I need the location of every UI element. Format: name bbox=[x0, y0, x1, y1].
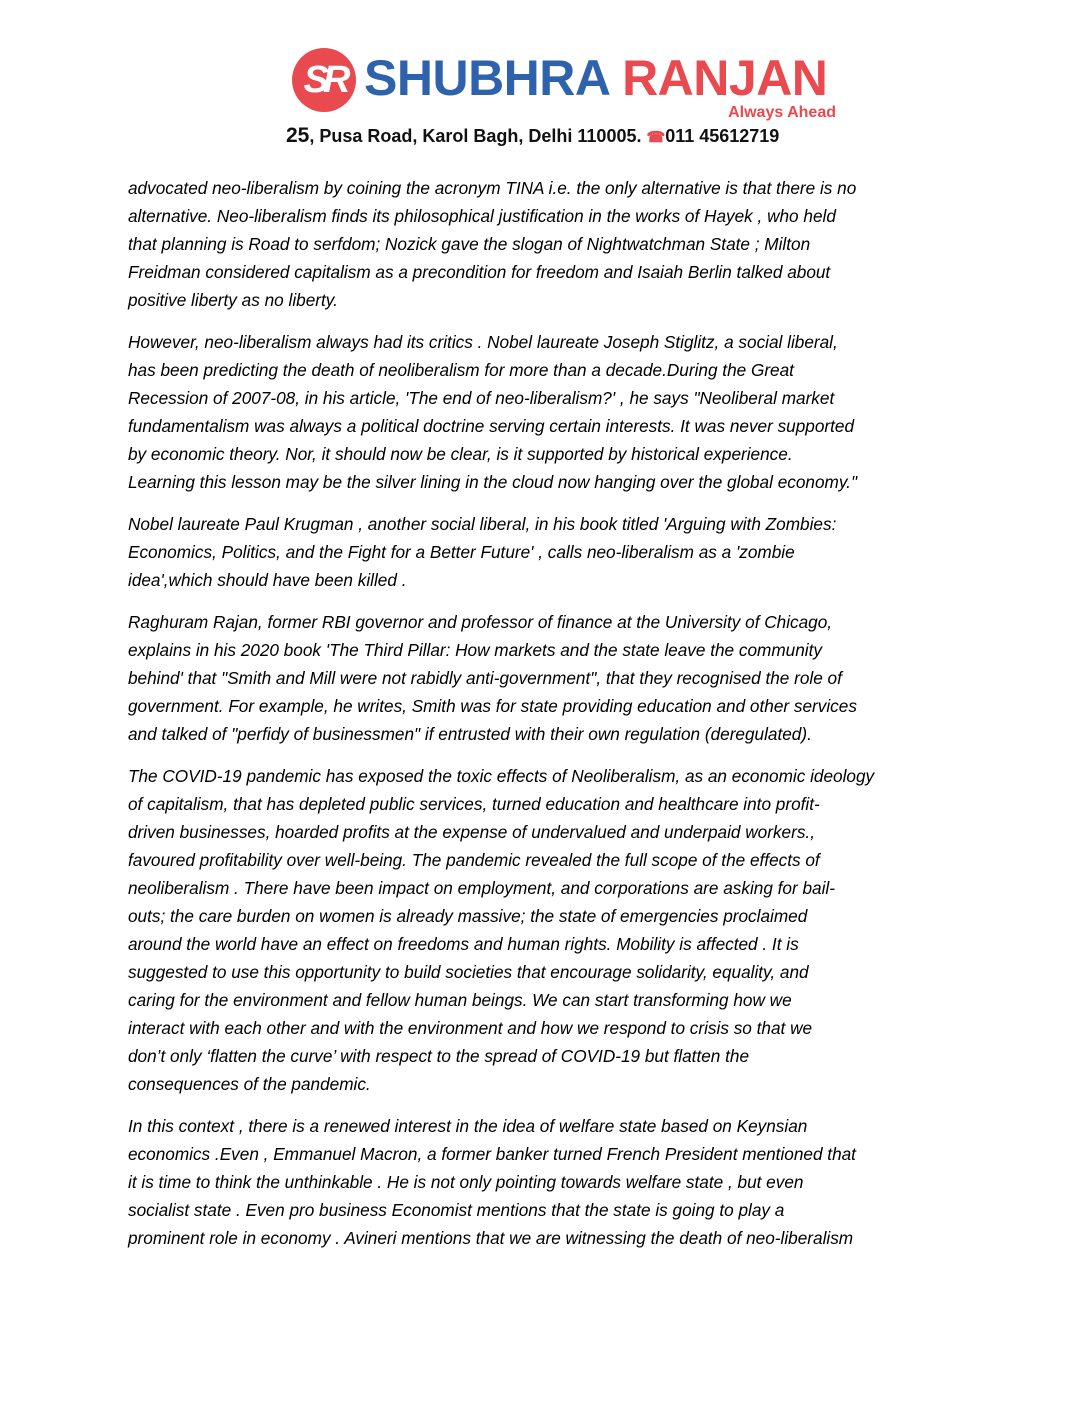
text-line: advocated neo-liberalism by coining the acronym TINA i.e. the only alternative is that there is no bbox=[128, 178, 857, 198]
text-line: has been predicting the death of neoliberalism for more than a decade.During the Great bbox=[128, 360, 794, 380]
text-line: alternative. Neo-liberalism finds its philosophical justification in the works of Hayek , who held bbox=[128, 206, 836, 226]
paragraph bbox=[128, 174, 968, 314]
phone-number: 011 45612719 bbox=[665, 126, 780, 146]
text-line: Learning this lesson may be the silver lining in the cloud now hanging over the global economy." bbox=[128, 472, 858, 492]
text-line: fundamentalism was always a political doctrine serving certain interests. It was never supported bbox=[128, 416, 855, 436]
text-line: and talked of "perfidy of businessmen" if entrusted with their own regulation (deregulated). bbox=[128, 724, 812, 744]
document-body bbox=[128, 174, 968, 1266]
text-line: economics .Even , Emmanuel Macron, a former banker turned French President mentioned that bbox=[128, 1144, 856, 1164]
text-line: Recession of 2007-08, in his article, 'The end of neo-liberalism?' , he says "Neoliberal market bbox=[128, 388, 835, 408]
text-line: consequences of the pandemic. bbox=[128, 1074, 371, 1094]
paragraph bbox=[128, 328, 968, 496]
text-line: of capitalism, that has depleted public services, turned education and healthcare into profit- bbox=[128, 794, 820, 814]
brand-name bbox=[364, 46, 827, 110]
text-line: The COVID-19 pandemic has exposed the toxic effects of Neoliberalism, as an economic ideology bbox=[128, 766, 875, 786]
text-line: idea',which should have been killed . bbox=[128, 570, 407, 590]
text-line: by economic theory. Nor, it should now be clear, is it supported by historical experience. bbox=[128, 444, 793, 464]
text-line: interact with each other and with the environment and how we respond to crisis so that we bbox=[128, 1018, 813, 1038]
paragraph bbox=[128, 510, 968, 594]
phone-icon: ☎ bbox=[646, 129, 666, 146]
text-line: However, neo-liberalism always had its critics . Nobel laureate Joseph Stiglitz, a social liberal, bbox=[128, 332, 838, 352]
text-line: positive liberty as no liberty. bbox=[128, 290, 338, 310]
sr-logo-icon: SR bbox=[292, 48, 356, 112]
text-line: outs; the care burden on women is already massive; the state of emergencies proclaimed bbox=[128, 906, 808, 926]
brand-second: RANJAN bbox=[622, 50, 828, 106]
text-line: Economics, Politics, and the Fight for a Better Future' , calls neo-liberalism as a 'zombie bbox=[128, 542, 795, 562]
text-line: behind' that "Smith and Mill were not rabidly anti-government", that they recognised the role of bbox=[128, 668, 842, 688]
text-line: socialist state . Even pro business Economist mentions that the state is going to play a bbox=[128, 1200, 785, 1220]
text-line: around the world have an effect on freedoms and human rights. Mobility is affected . It is bbox=[128, 934, 799, 954]
text-line: don’t only ‘flatten the curve’ with respect to the spread of COVID-19 but flatten the bbox=[128, 1046, 750, 1066]
paragraph bbox=[128, 608, 968, 748]
text-line: suggested to use this opportunity to build societies that encourage solidarity, equality, and bbox=[128, 962, 809, 982]
text-line: government. For example, he writes, Smith was for state providing education and other services bbox=[128, 696, 857, 716]
text-line: neoliberalism . There have been impact on employment, and corporations are asking for bail- bbox=[128, 878, 835, 898]
paragraph bbox=[128, 1112, 968, 1252]
address-number: 25 bbox=[286, 124, 310, 147]
text-line: prominent role in economy . Avineri mentions that we are witnessing the death of neo-liberalism bbox=[128, 1228, 854, 1248]
text-line: Raghuram Rajan, former RBI governor and professor of finance at the University of Chicago, bbox=[128, 612, 833, 632]
text-line: that planning is Road to serfdom; Nozick gave the slogan of Nightwatchman State ; Milton bbox=[128, 234, 811, 254]
text-line: Nobel laureate Paul Krugman , another social liberal, in his book titled 'Arguing with Zombies: bbox=[128, 514, 837, 534]
text-line: Freidman considered capitalism as a precondition for freedom and Isaiah Berlin talked about bbox=[128, 262, 831, 282]
letterhead bbox=[286, 44, 850, 154]
address-text: , Pusa Road, Karol Bagh, Delhi 110005. bbox=[309, 126, 642, 146]
text-line: caring for the environment and fellow human beings. We can start transforming how we bbox=[128, 990, 792, 1010]
text-line: explains in his 2020 book 'The Third Pillar: How markets and the state leave the community bbox=[128, 640, 822, 660]
address bbox=[286, 124, 779, 148]
text-line: favoured profitability over well-being. The pandemic revealed the full scope of the effects of bbox=[128, 850, 820, 870]
tagline: Always Ahead bbox=[728, 104, 836, 121]
text-line: In this context , there is a renewed interest in the idea of welfare state based on Keynsian bbox=[128, 1116, 808, 1136]
brand-first: SHUBHRA bbox=[364, 50, 609, 106]
text-line: driven businesses, hoarded profits at the expense of undervalued and underpaid workers., bbox=[128, 822, 815, 842]
text-line: it is time to think the unthinkable . He is not only pointing towards welfare state , but even bbox=[128, 1172, 804, 1192]
paragraph bbox=[128, 762, 968, 1098]
